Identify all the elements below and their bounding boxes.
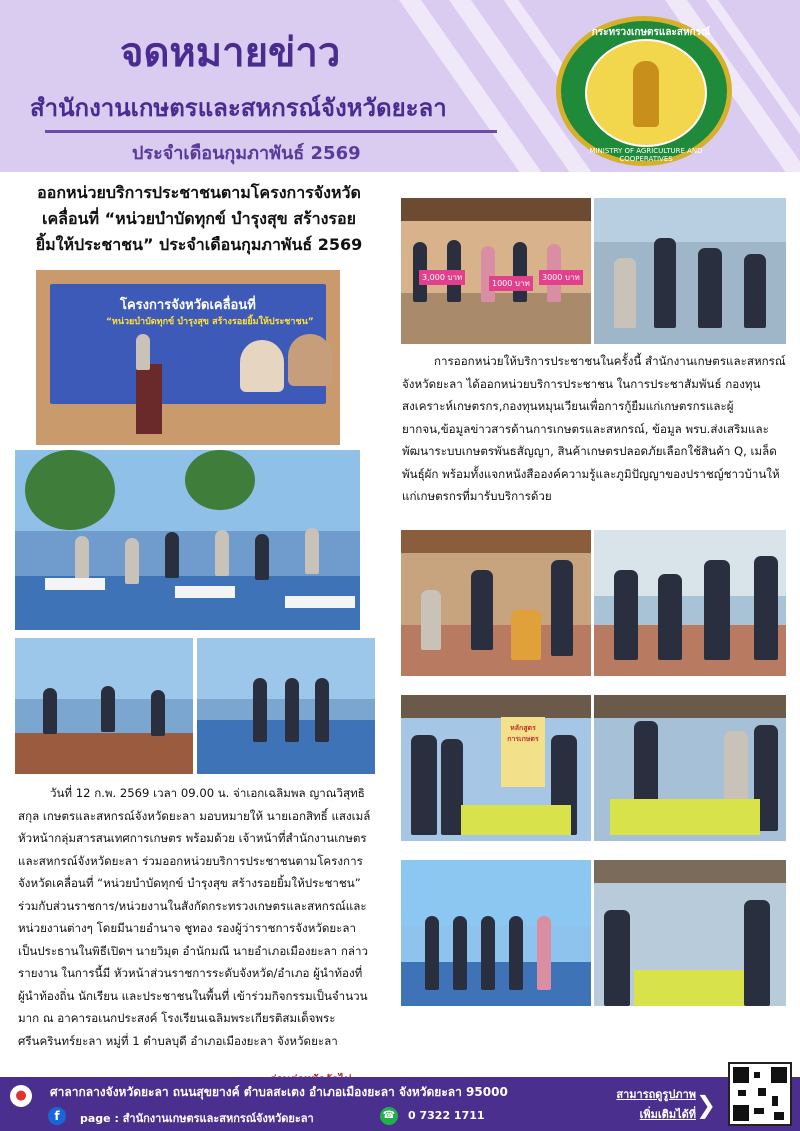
location-pin-icon: ● — [10, 1085, 32, 1107]
speaker — [136, 334, 150, 370]
qr-code-icon[interactable] — [728, 1062, 792, 1126]
headline-line: ยิ้มให้ประชาชน” ประจำเดือนกุมภาพันธ์ 2569 — [35, 235, 363, 254]
project-banner — [50, 284, 326, 404]
photo-booth-visitors — [594, 860, 786, 1006]
arrow-right-icon: ❯ — [696, 1091, 717, 1119]
banner-title: โครงการจังหวัดเคลื่อนที่ — [120, 298, 256, 313]
office-name: สำนักงานเกษตรและสหกรณ์จังหวัดยะลา — [30, 94, 447, 122]
photo-registration — [594, 695, 786, 841]
ministry-seal-logo — [556, 16, 732, 166]
photo-visitors — [401, 530, 591, 676]
photo-prize-presentation — [401, 198, 591, 344]
banner-subtitle: “หน่วยบำบัดทุกข์ บำรุงสุข สร้างรอยยิ้มให้ประชาชน” — [106, 317, 314, 327]
photo-seated-staff — [15, 638, 193, 774]
footer-phone: 0 7322 1711 — [408, 1109, 485, 1122]
seal-bottom-text: MINISTRY OF AGRICULTURE AND COOPERATIVES — [589, 147, 703, 163]
footer-address: ศาลากลางจังหวัดยะลา ถนนสุขยางค์ ตำบลสะเตง อำเภอเมืองยะลา จังหวัดยะลา 95000 — [50, 1085, 508, 1099]
more-photos-link[interactable] — [596, 1085, 696, 1125]
article-headline — [14, 180, 384, 258]
footer — [0, 1077, 800, 1131]
newsletter-title: จดหมายข่าว — [120, 30, 341, 76]
photo-opening-banner — [36, 270, 340, 445]
issue-month: ประจำเดือนกุมภาพันธ์ 2569 — [132, 143, 361, 164]
article-paragraph-right — [402, 350, 786, 508]
photo-public-service — [594, 198, 786, 344]
photo-officials-group — [15, 450, 360, 630]
photo-info-booth — [401, 695, 591, 841]
prize-label: 3000 บาท — [539, 270, 583, 285]
facebook-icon[interactable]: f — [48, 1107, 66, 1125]
photo-seated-audience — [594, 530, 786, 676]
footer-facebook-page[interactable]: page : สำนักงานเกษตรและสหกรณ์จังหวัดยะลา — [80, 1112, 314, 1125]
official-portrait — [288, 334, 332, 386]
seal-deity-figure — [633, 61, 659, 127]
seal-top-text: กระทรวงเกษตรและสหกรณ์ — [591, 27, 711, 38]
photo-standing-staff — [197, 638, 375, 774]
headline-line: เคลื่อนที่ “หน่วยบำบัดทุกข์ บำรุงสุข สร้างรอย — [42, 209, 356, 228]
podium — [136, 364, 162, 434]
seal-emblem — [585, 39, 707, 147]
article-paragraph-left — [18, 782, 376, 1052]
prize-label: 1000 บาท — [489, 276, 533, 291]
headline-line: ออกหน่วยบริการประชาชนตามโครงการจังหวัด — [37, 183, 361, 202]
official-portrait — [240, 340, 284, 392]
paragraph-text: การออกหน่วยให้บริการประชาชนในครั้งนี้ สำนักงานเกษตรและสหกรณ์จังหวัดยะลา ได้ออกหน่วยบริการประชาชน ในการประชาสัมพันธ์ กองทุนสงเคราะห์เกษตรกร,กองทุนหมุนเวียนเพื่อการกู้ยืมแก่เกษตรกรและผู้ยากจน,ข้อมูลข่าวสารด้านการเกษตรและสหกรณ์, ข้อมูล พรบ.ส่งเสริมและพัฒนาระบบเกษตรพันธสัญญา, สินค้าเกษตรปลอดภัยเลือกใช้สินค้า Q, เมล็ดพันธุ์ผัก พร้อมทั้งแจกหนังสือองค์ความรู้และภูมิปัญญาของปราชญ์ชาวบ้านให้แก่เกษตรกรที่มารับบริการด้วย — [402, 354, 786, 503]
booth-sign: หลักสูตรการเกษตร — [501, 717, 545, 787]
phone-icon: ☎ — [380, 1107, 398, 1125]
more-photos-line: สามารถดูรูปภาพ — [616, 1088, 696, 1101]
photo-students-group — [401, 860, 591, 1006]
title-divider — [45, 130, 497, 133]
more-photos-line: เพิ่มเติมได้ที่ — [639, 1108, 696, 1121]
paragraph-text: วันที่ 12 ก.พ. 2569 เวลา 09.00 น. จ่าเอกเฉลิมพล ญาณวิสุทธิสกุล เกษตรและสหกรณ์จังหวัดยะลา มอบหมายให้ นายเอกสิทธิ์ แสงเมล์ หัวหน้ากลุ่มสารสนเทศการเกษตร พร้อมด้วย เจ้าหน้าที่สำนักงานเกษตรและสหกรณ์จังหวัดยะลา ร่วมออกหน่วยบริการประชาชนตามโครงการจังหวัดเคลื่อนที่ “หน่วยบำบัดทุกข์ บำรุงสุข สร้างรอยยิ้มให้ประชาชน” ร่วมกับส่วนราชการ/หน่วยงานในสังกัดกระทรวงเกษตรและสหกรณ์และหน่วยงานต่างๆ โดยมีนายอำนาจ ชูทอง รองผู้ว่าราชการจังหวัดยะลา เป็นประธานในพิธีเปิดฯ นายวิมุต อำนักมณี นายอำเภอเมืองยะลา กล่าวรายงาน ในการนี้มี หัวหน้าส่วนราชการระดับจังหวัด/อำเภอ ผู้นำท้องที่ ผู้นำท้องถิ่น นักเรียน และประชาชนในพื้นที่ เข้าร่วมกิจกรรมเป็นจำนวนมาก ณ อาคารอเนกประสงค์ โรงเรียนเฉลิมพระเกียรติสมเด็จพระศรีนครินทร์ยะลา หมู่ที่ 1 ตำบลบุดี อำเภอเมืองยะลา จังหวัดยะลา — [18, 786, 371, 1048]
prize-label: 3,000 บาท — [419, 270, 465, 285]
